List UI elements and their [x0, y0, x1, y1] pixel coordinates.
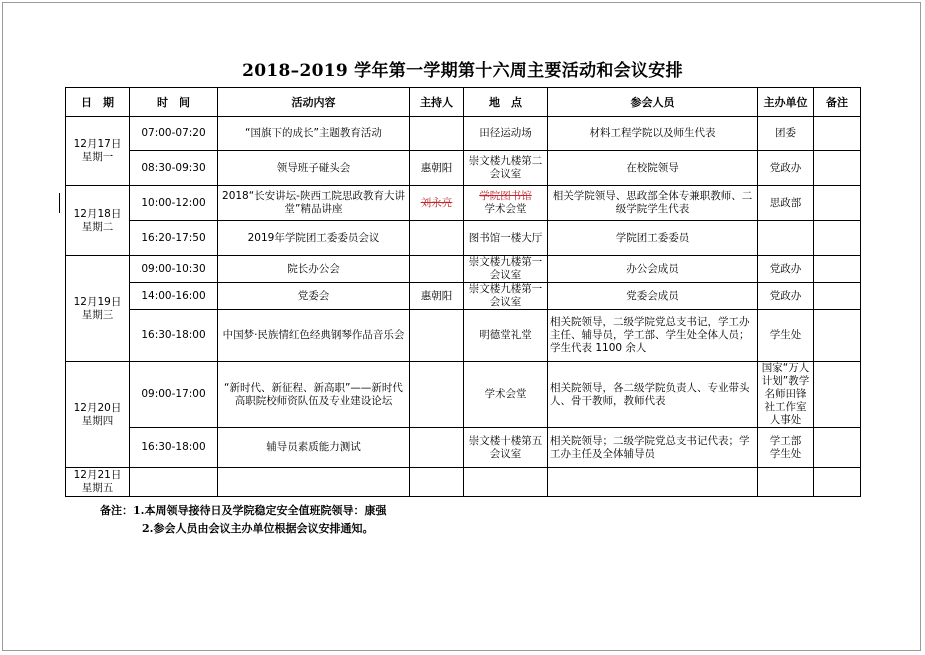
host-cell: [410, 310, 464, 362]
activity-cell: 院长办公会: [218, 256, 410, 283]
host-cell: [410, 256, 464, 283]
date-label: 12月21日: [73, 469, 122, 481]
header-date: 日 期: [66, 88, 130, 117]
place-text: 学术会堂: [484, 203, 527, 215]
activity-cell: 辅导员素质能力测试: [218, 428, 410, 468]
attendees-cell: 相关学院领导、思政部全体专兼职教师、二级学院学生代表: [548, 186, 758, 221]
table-row: [66, 186, 861, 221]
date-cell: [66, 256, 130, 362]
time-cell: 08:30-09:30: [130, 151, 218, 186]
organizer-cell: 党政办: [758, 256, 814, 283]
time-cell: 16:30-18:00: [130, 310, 218, 362]
attendees-cell: 相关院领导，二级学院党总支书记，学工办主任、辅导员，学工部、学生处全体人员；学生代表 1100 余人: [548, 310, 758, 362]
place-cell: 崇文楼十楼第五会议室: [464, 428, 548, 468]
table-row: [66, 151, 861, 186]
organizer-cell: 国家“万人计划”教学名师田锋社工作室 人事处: [758, 362, 814, 428]
attendees-cell: 办公会成员: [548, 256, 758, 283]
date-cell: [66, 362, 130, 468]
place-cell: 崇文楼九楼第一会议室: [464, 283, 548, 310]
table-row: [66, 117, 861, 151]
time-cell: 10:00-12:00: [130, 186, 218, 221]
weekday-label: 星期一: [81, 151, 114, 163]
activity-cell: “国旗下的成长”主题教育活动: [218, 117, 410, 151]
header-place: 地 点: [464, 88, 548, 117]
empty-cell: [130, 468, 218, 497]
host-cell: 惠朝阳: [410, 151, 464, 186]
host-cell: [410, 117, 464, 151]
document-title: 2018–2019 学年第一学期第十六周主要活动和会议安排: [242, 61, 683, 81]
organizer-cell: 党政办: [758, 151, 814, 186]
organizer-cell: 党政办: [758, 283, 814, 310]
header-organizer: 主办单位: [758, 88, 814, 117]
time-cell: 14:00-16:00: [130, 283, 218, 310]
host-cell: [410, 428, 464, 468]
attendees-cell: 在校院领导: [548, 151, 758, 186]
organizer-cell: 团委: [758, 117, 814, 151]
attendees-cell: 相关院领导，各二级学院负责人、专业带头人、骨干教师，教师代表: [548, 362, 758, 428]
place-cell: 田径运动场: [464, 117, 548, 151]
organizer-cell: 思政部: [758, 186, 814, 221]
attendees-cell: 材料工程学院以及师生代表: [548, 117, 758, 151]
empty-cell: [548, 468, 758, 497]
organizer-cell: 学工部 学生处: [758, 428, 814, 468]
attendees-cell: 相关院领导；二级学院党总支书记代表；学工办主任及全体辅导员: [548, 428, 758, 468]
place-cell: 学术会堂: [464, 362, 548, 428]
weekday-label: 星期四: [81, 414, 114, 427]
activity-cell: 2018“长安讲坛-陕西工院思政教育大讲堂”精品讲座: [218, 186, 410, 221]
host-cell: 刘永亮: [410, 186, 464, 221]
host-cell: [410, 362, 464, 428]
note-line-1: 备注：1.本周领导接待日及学院稳定安全值班院领导：康强: [100, 504, 387, 517]
text-cursor: [59, 193, 60, 213]
time-cell: 16:30-18:00: [130, 428, 218, 468]
date-label: 12月19日: [73, 295, 122, 308]
empty-cell: [218, 468, 410, 497]
time-cell: 16:20-17:50: [130, 221, 218, 256]
weekday-label: 星期三: [81, 308, 114, 321]
host-cell: 惠朝阳: [410, 283, 464, 310]
date-label: 12月17日: [73, 138, 122, 150]
table-row: [66, 310, 861, 362]
table-row: [66, 256, 861, 283]
remark-cell: [814, 428, 861, 468]
note-line-2: 2.参会人员由会议主办单位根据会议安排通知。: [142, 522, 374, 535]
time-cell: 09:00-10:30: [130, 256, 218, 283]
schedule-table: [65, 87, 861, 497]
header-activity: 活动内容: [218, 88, 410, 117]
time-cell: 07:00-07:20: [130, 117, 218, 151]
notes-block: [100, 502, 386, 538]
date-label: 12月20日: [73, 401, 122, 414]
date-cell: [66, 186, 130, 256]
table-row: [66, 221, 861, 256]
attendees-cell: 党委会成员: [548, 283, 758, 310]
place-cell: 崇文楼九楼第二会议室: [464, 151, 548, 186]
date-cell: [66, 468, 130, 497]
place-cell: 图书馆一楼大厅: [464, 221, 548, 256]
activity-cell: 领导班子碰头会: [218, 151, 410, 186]
table-row: [66, 362, 861, 428]
remark-cell: [814, 221, 861, 256]
remark-cell: [814, 256, 861, 283]
activity-cell: 党委会: [218, 283, 410, 310]
date-cell: [66, 117, 130, 186]
activity-cell: 2019年学院团工委委员会议: [218, 221, 410, 256]
organizer-cell: 学生处: [758, 310, 814, 362]
empty-cell: [758, 468, 814, 497]
header-remark: 备注: [814, 88, 861, 117]
remark-cell: [814, 117, 861, 151]
place-cell: [464, 186, 548, 221]
host-cell: [410, 221, 464, 256]
table-row: [66, 283, 861, 310]
header-host: 主持人: [410, 88, 464, 117]
empty-cell: [464, 468, 548, 497]
place-cell: 崇文楼九楼第一会议室: [464, 256, 548, 283]
remark-cell: [814, 151, 861, 186]
table-row: [66, 468, 861, 497]
header-time: 时 间: [130, 88, 218, 117]
remark-cell: [814, 283, 861, 310]
attendees-cell: 学院团工委委员: [548, 221, 758, 256]
activity-cell: “新时代、新征程、新高职”——新时代高职院校师资队伍及专业建设论坛: [218, 362, 410, 428]
remark-cell: [814, 362, 861, 428]
place-cell: 明德堂礼堂: [464, 310, 548, 362]
weekday-label: 星期五: [81, 482, 114, 494]
remark-cell: [814, 310, 861, 362]
date-label: 12月18日: [73, 207, 122, 220]
table-row: [66, 428, 861, 468]
header-attendees: 参会人员: [548, 88, 758, 117]
organizer-cell: [758, 221, 814, 256]
place-struck-text: 学院图书馆: [479, 190, 532, 202]
header-row: [66, 88, 861, 117]
weekday-label: 星期二: [81, 220, 114, 233]
time-cell: 09:00-17:00: [130, 362, 218, 428]
remark-cell: [814, 186, 861, 221]
empty-cell: [814, 468, 861, 497]
empty-cell: [410, 468, 464, 497]
activity-cell: 中国梦·民族情红色经典钢琴作品音乐会: [218, 310, 410, 362]
